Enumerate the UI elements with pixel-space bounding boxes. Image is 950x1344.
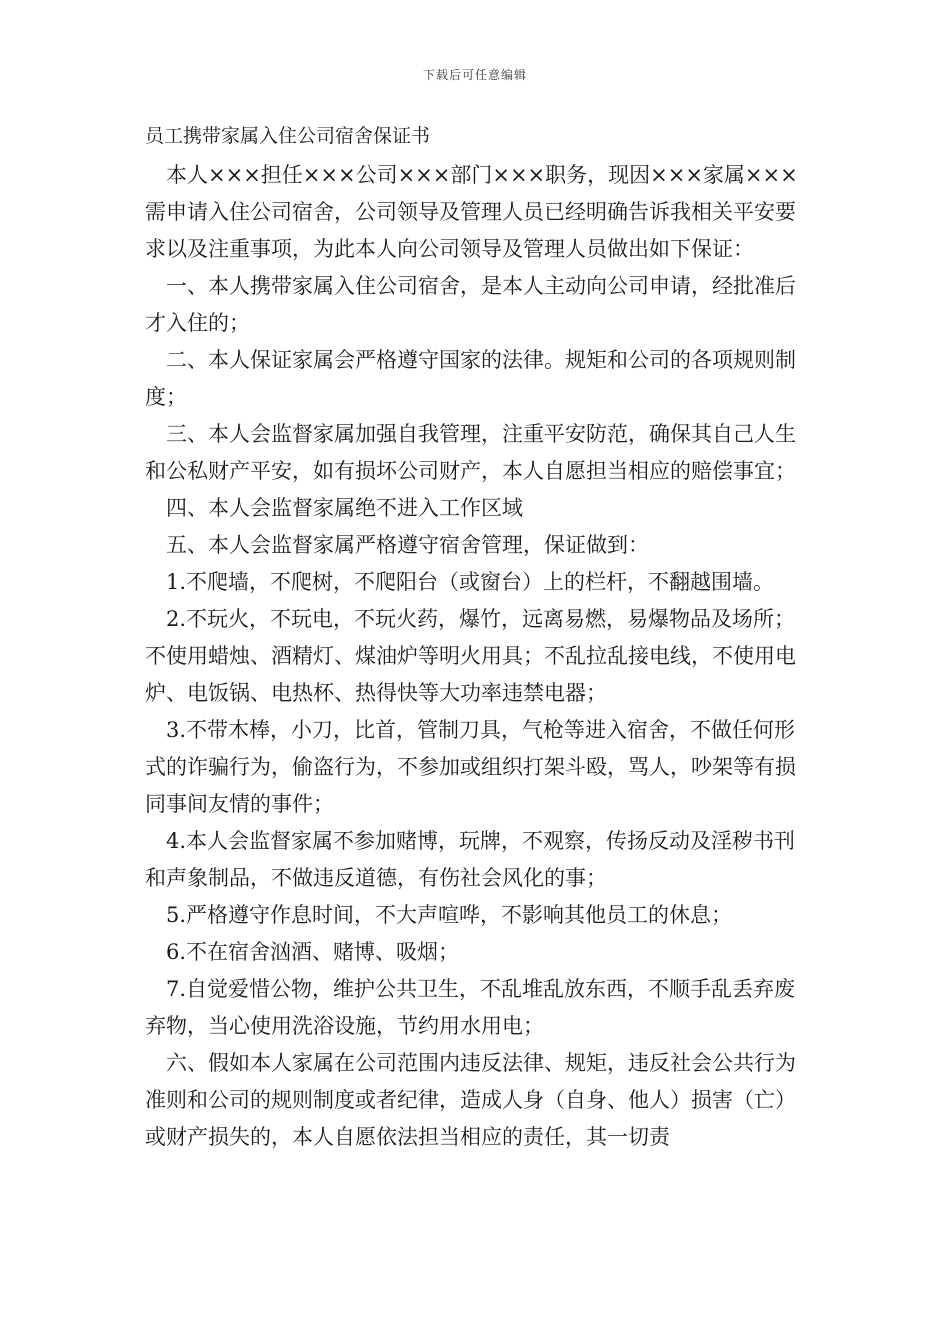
document-body <box>145 118 813 1156</box>
paragraph-intro: 本人×××担任×××公司×××部门×××职务，现因×××家属×××需申请入住公司宿舍，公司领导及管理人员已经明确告诉我相关平安要求以及注重事项，为此本人向公司领导及管理人员做出如下保证： <box>145 163 798 261</box>
paragraph-clause-2: 二、本人保证家属会严格遵守国家的法律。规矩和公司的各项规则制度； <box>145 348 796 409</box>
paragraph-clause-5: 五、本人会监督家属严格遵守宿舍管理，保证做到： <box>166 533 649 557</box>
list-item-7: 7.自觉爱惜公物，维护公共卫生，不乱堆乱放东西，不顺手乱丢弃废弃物，当心使用洗浴设施，节约用水用电； <box>145 977 796 1038</box>
paragraph-clause-6: 六、假如本人家属在公司范围内违反法律、规矩，违反社会公共行为准则和公司的规则制度或者纪律，造成人身（自身、他人）损害（亡）或财产损失的，本人自愿依法担当相应的责任，其一切责 <box>145 1051 796 1149</box>
list-item-4: 4.本人会监督家属不参加赌博，玩牌，不观察，传扬反动及淫秽书刊和声象制品，不做违反道德，有伤社会风化的事； <box>145 829 796 890</box>
list-item-1: 1.不爬墙，不爬树，不爬阳台（或窗台）上的栏杆，不翻越围墙。 <box>166 570 775 594</box>
paragraph-clause-3: 三、本人会监督家属加强自我管理，注重平安防范，确保其自己人生和公私财产平安，如有损坏公司财产，本人自愿担当相应的赔偿事宜； <box>145 422 796 483</box>
paragraph-clause-4: 四、本人会监督家属绝不进入工作区域 <box>166 496 523 520</box>
document-title: 员工携带家属入住公司宿舍保证书 <box>145 125 431 147</box>
list-item-5: 5.严格遵守作息时间，不大声喧哗，不影响其他员工的休息； <box>166 903 733 927</box>
list-item-3: 3.不带木棒，小刀，比首，管制刀具，气枪等进入宿舍，不做任何形式的诈骗行为，偷盗行为，不参加或组织打架斗殴，骂人，吵架等有损同事间友情的事件； <box>145 718 796 816</box>
list-item-2: 2.不玩火，不玩电，不玩火药，爆竹，远离易燃，易爆物品及场所；不使用蜡烛、酒精灯、煤油炉等明火用具；不乱拉乱接电线，不使用电炉、电饭锅、电热杯、热得快等大功率违禁电器； <box>145 607 796 705</box>
paragraph-clause-1: 一、本人携带家属入住公司宿舍，是本人主动向公司申请，经批准后才入住的； <box>145 274 796 335</box>
list-item-6: 6.不在宿舍汹酒、赌博、吸烟； <box>166 940 460 964</box>
header-note: 下载后可任意编辑 <box>422 68 527 82</box>
